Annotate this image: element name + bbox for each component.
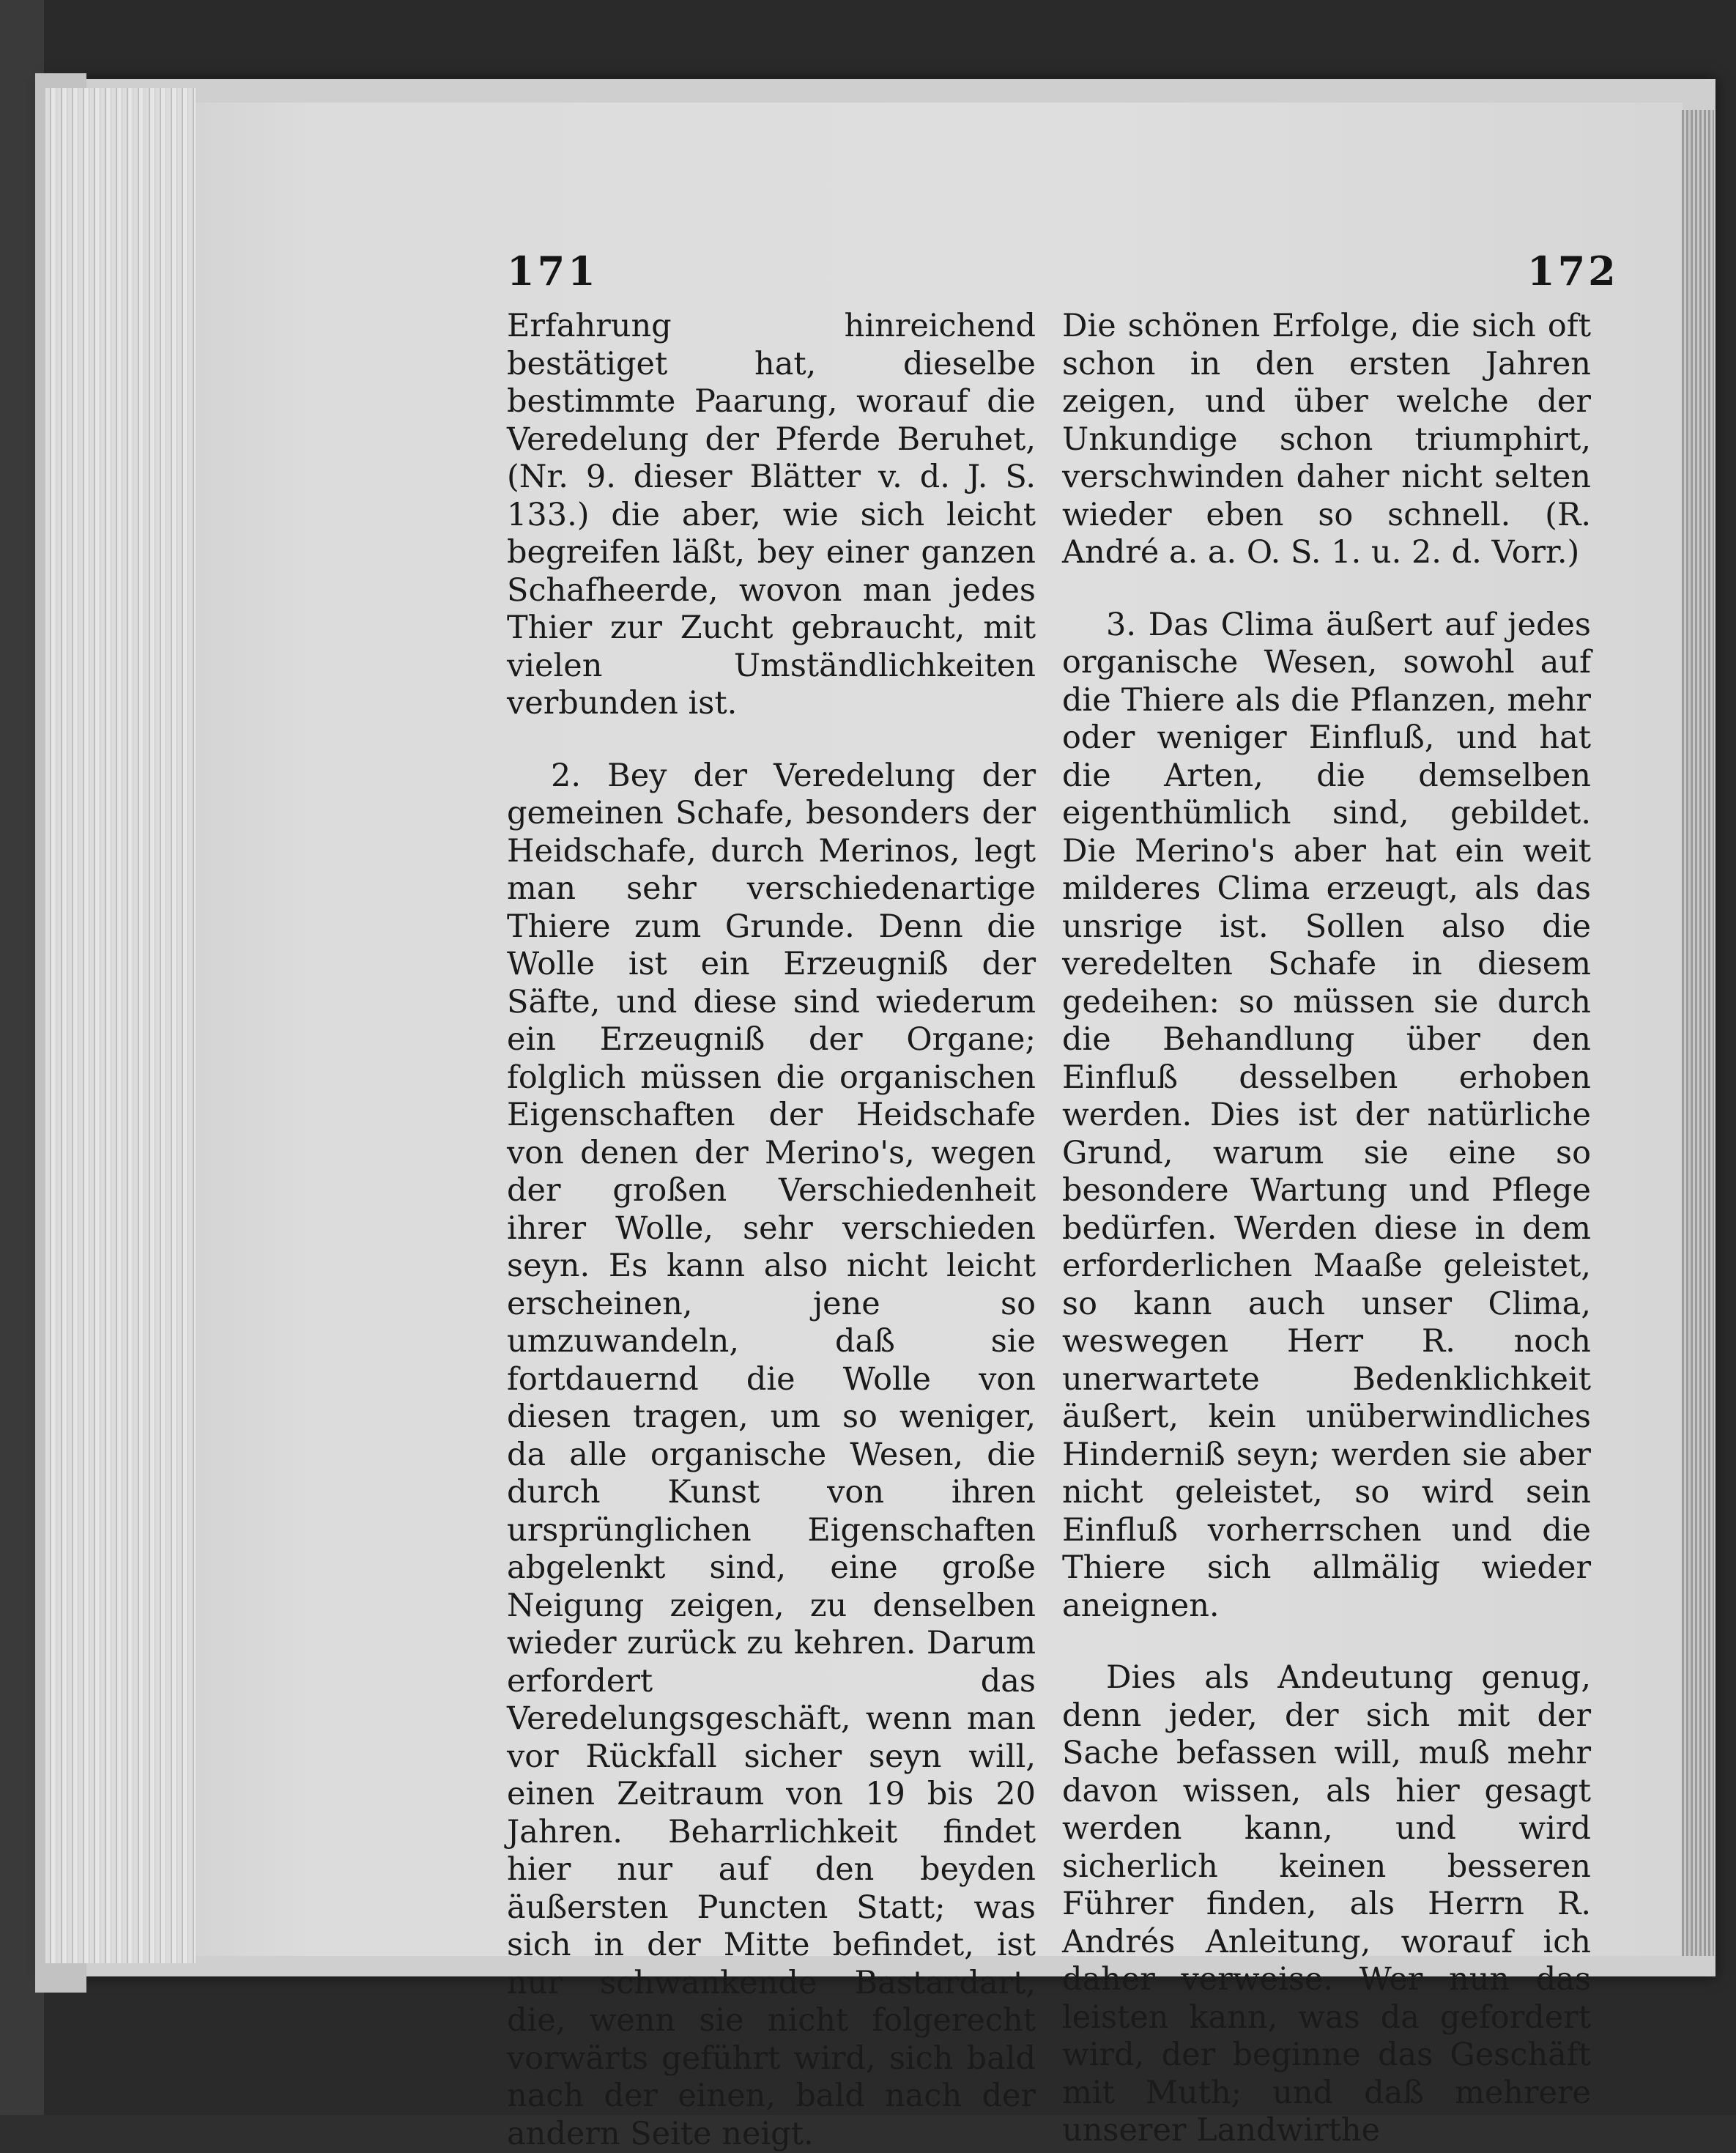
left-column <box>507 308 1036 2153</box>
paragraph: 3. Das Clima äußert auf jedes organische Wesen, sowohl auf die Thiere als die Pflanzen, mehr oder weniger Einfluß, und hat die Arten, die demselben eigenthümlich sind, gebildet. Die Merino's aber hat ein weit milderes Clima erzeugt, als das unsrige ist. Sollen also die veredelten Schafe in diesem gedeihen: so müssen sie durch die Behandlung über den Einfluß desselben erhoben werden. Dies ist der natürliche Grund, warum sie eine so besondere Wartung und Pflege bedürfen. Werden diese in dem erforderlichen Maaße geleistet, so kann auch unser Clima, weswegen Herr R. noch unerwartete Bedenklichkeit äußert, kein unüberwindliches Hinderniß seyn; werden sie aber nicht geleistet, so wird sein Einfluß vorherrschen und die Thiere sich allmälig wieder aneignen. <box>1062 607 1591 1626</box>
paragraph: Erfahrung hinreichend bestätiget hat, dieselbe bestimmte Paarung, worauf die Veredelung der Pferde Beruhet, (Nr. 9. dieser Blätter v. d. J. S. 133.) die aber, wie sich leicht begreifen läßt, bey einer ganzen Schafheerde, wovon man jedes Thier zur Zucht gebraucht, mit vielen Umständlichkeiten verbunden ist. <box>507 308 1036 723</box>
paragraph: Die schönen Erfolge, die sich oft schon in den ersten Jahren zeigen, und über welche der Unkundige schon triumphirt, verschwinden daher nicht selten wieder eben so schnell. (R. André a. a. O. S. 1. u. 2. d. Vorr.) <box>1062 308 1591 572</box>
page-number-right: 172 <box>1527 248 1619 294</box>
paragraph: Dies als Andeutung genug, denn jeder, der sich mit der Sache befassen will, muß mehr davon wissen, als hier gesagt werden kann, und wird sicherlich keinen besseren Führer finden, als Herrn R. Andrés Anleitung, worauf ich daher verweise. Wer nun das leisten kann, was da gefordert wird, der beginne das Geschäft mit Muth; und daß mehrere unserer Landwirthe <box>1062 1659 1591 2150</box>
page-fore-edge <box>1682 110 1714 1956</box>
paragraph: 2. Bey der Veredelung der gemeinen Schafe, besonders der Heidschafe, durch Merinos, legt man sehr verschiedenartige Thiere zum Grunde. Denn die Wolle ist ein Erzeugniß der Säfte, und diese sind wiederum ein Erzeugniß der Organe; folglich müssen die organischen Eigenschaften der Heidschafe von denen der Merino's, wegen der großen Verschiedenheit ihrer Wolle, sehr verschieden seyn. Es kann also nicht leicht erscheinen, jene so umzuwandeln, daß sie fortdauernd die Wolle von diesen tragen, um so weniger, da alle organische Wesen, die durch Kunst von ihren ursprünglichen Eigenschaften abgelenkt sind, eine große Neigung zeigen, zu denselben wieder zurück zu kehren. Darum erfordert das Veredelungsgeschäft, wenn man vor Rückfall sicher seyn will, einen Zeitraum von 19 bis 20 Jahren. Beharrlichkeit findet hier nur auf den beyden äußersten Puncten Statt; was sich in der Mitte befindet, ist nur schwankende Bastardart, die, wenn sie nicht folgerecht vorwärts geführt wird, sich bald nach der einen, bald nach der andern Seite neigt. <box>507 757 1036 2153</box>
page-number-left: 171 <box>507 248 598 294</box>
page-stack-edges <box>45 88 196 1963</box>
right-column <box>1062 308 1591 2150</box>
